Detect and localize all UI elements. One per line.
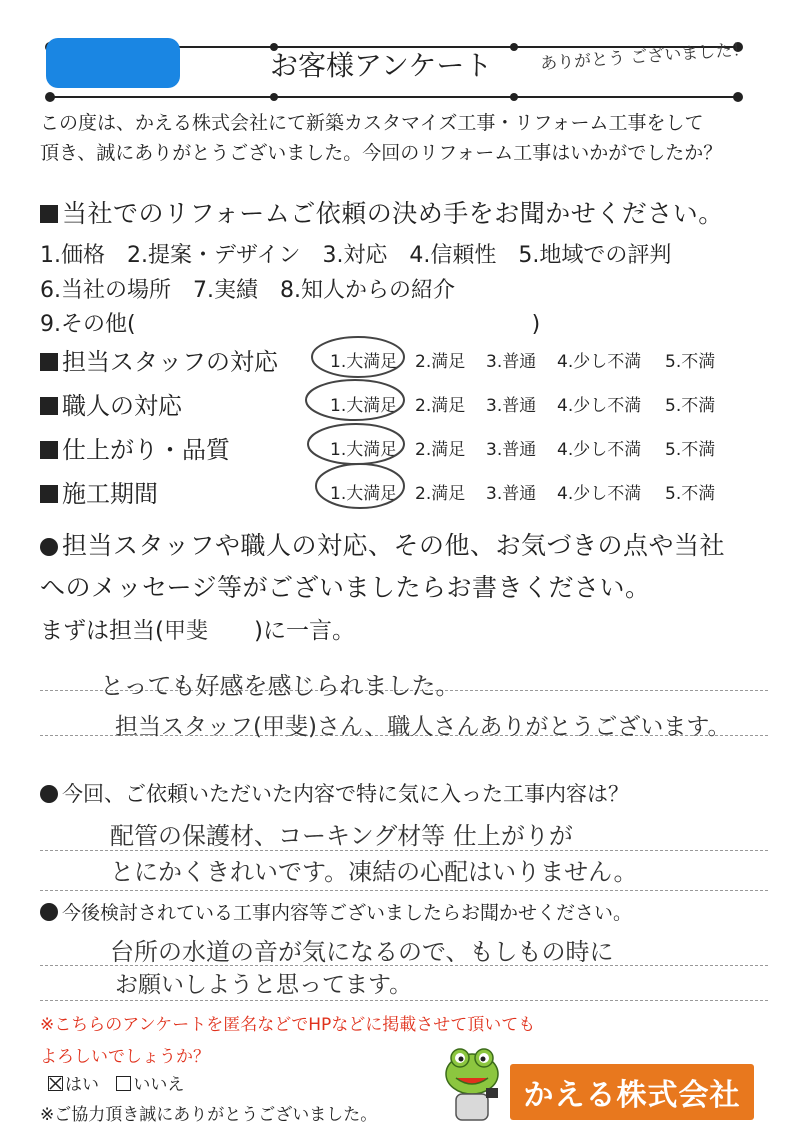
choice-very-satisfied[interactable]: 1.大満足 (330, 440, 398, 460)
footer-thanks: ※ご協力頂き誠にありがとうございました。 (40, 1105, 378, 1125)
square-bullet-icon (40, 397, 58, 415)
rating-label: 施工期間 (40, 474, 158, 509)
q3-answer-line-1: 配管の保護材、コーキング材等 仕上がりが (110, 822, 573, 850)
rating-label: 担当スタッフの対応 (40, 342, 278, 377)
q2-heading-line-2: へのメッセージ等がございましたらお書きください。 (40, 573, 651, 602)
consent-yes-checkbox[interactable]: はい (48, 1075, 99, 1095)
circle-bullet-icon (40, 785, 58, 803)
intro-line-2: 頂き、誠にありがとうございました。今回のリフォーム工事はいかがでしたか？ (40, 142, 723, 164)
choice-very-satisfied[interactable]: 1.大満足 (330, 352, 398, 372)
consent-line-1: ※こちらのアンケートを匿名などでHPなどに掲載させて頂いても (40, 1015, 536, 1035)
q2-heading-text: 担当スタッフや職人の対応、その他、お気づきの点や当社 (62, 531, 726, 560)
rating-label: 仕上がり・品質 (40, 430, 230, 465)
choice-satisfied[interactable]: 2.満足 (415, 440, 466, 460)
square-bullet-icon (40, 441, 58, 459)
choice-very-satisfied[interactable]: 1.大満足 (330, 396, 398, 416)
choice-dissatisfied[interactable]: 5.不満 (665, 440, 716, 460)
choice-neutral[interactable]: 3.普通 (486, 440, 537, 460)
q4-answer-line-1: 台所の水道の音が気になるので、もしもの時に (110, 938, 614, 966)
square-bullet-icon (40, 353, 58, 371)
checkbox-empty-icon[interactable] (116, 1076, 131, 1091)
bottom-ornament (44, 90, 744, 104)
redacted-name (46, 38, 180, 88)
choice-slightly-dissatisfied[interactable]: 4.少し不満 (557, 352, 642, 372)
choice-slightly-dissatisfied[interactable]: 4.少し不満 (557, 484, 642, 504)
handwritten-thanks: ありがとう ございました！ (539, 39, 750, 75)
staff-name: 甲斐 (163, 619, 208, 644)
q4-answer-line-2: お願いしようと思ってます。 (115, 972, 413, 998)
q1-options-row-2: 6.当社の場所 7.実績 8.知人からの紹介 (40, 278, 455, 303)
selection-circle-icon (312, 460, 408, 512)
q1-options-row-1: 1.価格 2.提案・デザイン 3.対応 4.信頼性 5.地域での評判 (40, 243, 672, 268)
q3-answer-line-2: とにかくきれいです。凍結の心配はいりません。 (110, 858, 638, 886)
consent-no-checkbox[interactable]: いいえ (116, 1075, 184, 1095)
rating-label: 職人の対応 (40, 386, 182, 421)
consent-line-2: よろしいでしょうか？ (40, 1047, 210, 1067)
checkbox-checked-icon[interactable] (48, 1076, 63, 1091)
q3-heading (40, 778, 629, 808)
square-bullet-icon (40, 205, 58, 223)
choice-neutral[interactable]: 3.普通 (486, 396, 537, 416)
frog-mascot-icon (438, 1044, 506, 1126)
choice-satisfied[interactable]: 2.満足 (415, 352, 466, 372)
square-bullet-icon (40, 485, 58, 503)
q1-options-row-3: 9.その他( ) (40, 312, 541, 337)
choice-neutral[interactable]: 3.普通 (486, 352, 537, 372)
choice-slightly-dissatisfied[interactable]: 4.少し不満 (557, 396, 642, 416)
choice-dissatisfied[interactable]: 5.不満 (665, 396, 716, 416)
q2-answer-line-2: 担当スタッフ(甲斐)さん、職人さんありがとうございます。 (115, 714, 731, 740)
q1-heading-text: 当社でのリフォームご依頼の決め手をお聞かせください。 (62, 199, 724, 228)
intro-line-1: この度は、かえる株式会社にて新築カスタマイズ工事・リフォーム工事をして (40, 112, 704, 134)
q4-heading-text: 今後検討されている工事内容等ございましたらお聞かせください。 (62, 902, 633, 924)
choice-neutral[interactable]: 3.普通 (486, 484, 537, 504)
choice-dissatisfied[interactable]: 5.不満 (665, 352, 716, 372)
choice-dissatisfied[interactable]: 5.不満 (665, 484, 716, 504)
staff-comment-prompt: まずは担当(甲斐 )に一言。 (40, 612, 355, 645)
choice-very-satisfied[interactable]: 1.大満足 (330, 484, 398, 504)
company-badge (510, 1064, 754, 1120)
q3-heading-text: 今回、ご依頼いただいた内容で特に気に入った工事内容は？ (62, 782, 629, 806)
q2-heading-line-1 (40, 526, 725, 562)
selection-circle-icon (308, 334, 408, 380)
company-name: かえる株式会社 (523, 1078, 741, 1113)
circle-bullet-icon (40, 538, 58, 556)
answer-line (40, 890, 768, 891)
choice-satisfied[interactable]: 2.満足 (415, 396, 466, 416)
selection-circle-icon (302, 376, 408, 424)
circle-bullet-icon (40, 903, 58, 921)
q1-heading (40, 194, 724, 230)
q4-heading (40, 898, 632, 925)
q2-answer-line-1: とっても好感を感じられました。 (100, 672, 460, 700)
choice-slightly-dissatisfied[interactable]: 4.少し不満 (557, 440, 642, 460)
consent-options (48, 1070, 184, 1095)
answer-line (40, 1000, 768, 1001)
choice-satisfied[interactable]: 2.満足 (415, 484, 466, 504)
rating-row-period (40, 474, 760, 514)
page-title: お客様アンケート (270, 49, 493, 82)
